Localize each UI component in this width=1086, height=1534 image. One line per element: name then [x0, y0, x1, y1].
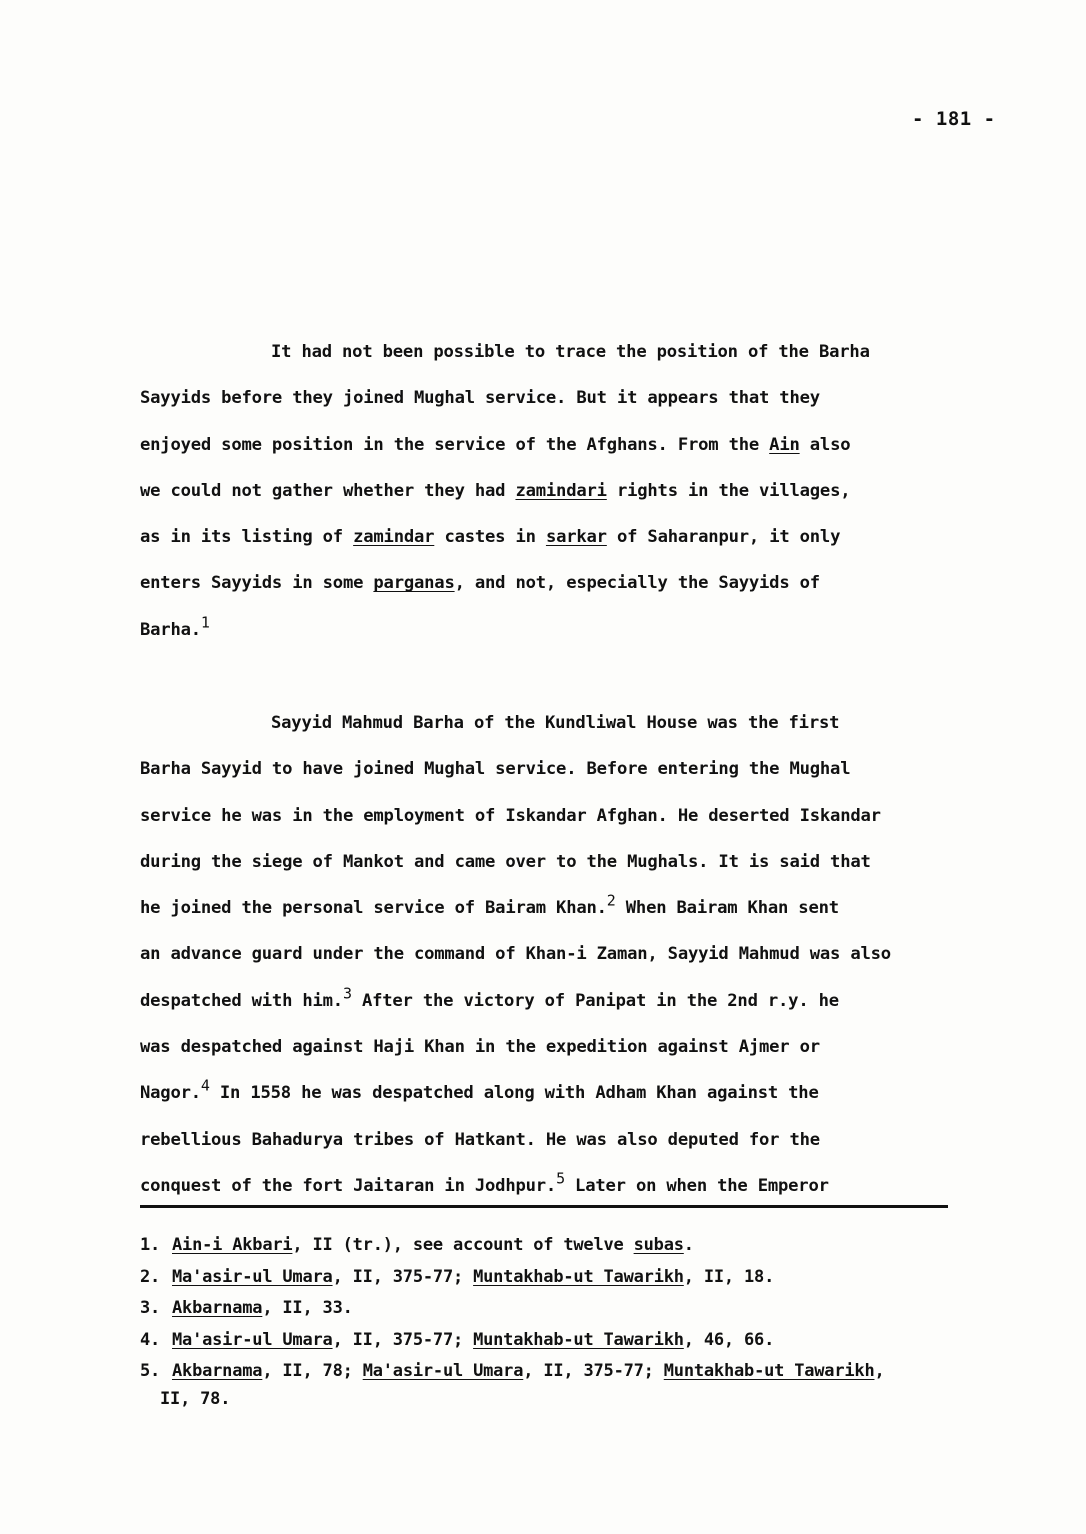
text-line: [140, 1070, 960, 1116]
text-line: [140, 1117, 960, 1163]
text-line: [140, 839, 960, 885]
text-line: [140, 329, 960, 375]
citation-text: , II (tr.), see account of twelve: [292, 1235, 634, 1255]
citation-title: Muntakhab-ut Tawarikh: [473, 1329, 684, 1350]
text-run: during the siege of Mankot and came over to the Mughals. It is said that: [140, 851, 871, 872]
footnote-divider: [140, 1205, 948, 1208]
footnote-number: 5.: [140, 1361, 161, 1382]
text-run: , and not, especially the Sayyids of: [454, 573, 820, 594]
footnote-item: [140, 1356, 980, 1388]
citation-title: Akbarnama: [172, 1298, 263, 1319]
text-line: [140, 422, 960, 468]
text-line: [140, 885, 960, 931]
paragraph-2: [140, 700, 960, 1209]
citation-text: , II, 375-77;: [523, 1361, 664, 1382]
footnote-number: 3.: [140, 1298, 161, 1319]
footnote-number: 2.: [140, 1266, 161, 1287]
text-run: conquest of the fort Jaitaran in Jodhpur.: [140, 1175, 557, 1196]
footnote-continuation: II, 78.: [160, 1388, 231, 1409]
underlined-term: zamindar: [353, 527, 435, 548]
text-line: [140, 793, 960, 839]
footnote-number: 1.: [140, 1235, 161, 1255]
citation-title: subas: [633, 1235, 684, 1255]
underlined-term: Ain: [769, 434, 800, 455]
text-run: was despatched against Haji Khan in the expedition against Ajmer or: [140, 1037, 820, 1058]
text-run: castes in: [434, 527, 546, 548]
paragraph-1: [140, 329, 960, 653]
citation-text: , II, 78;: [262, 1361, 363, 1382]
text-run: When Bairam Khan sent: [615, 898, 839, 919]
text-run: It had not been possible to trace the position of the Barha: [271, 342, 870, 362]
text-run: as in its listing of: [140, 527, 354, 548]
text-run: After the victory of Panipat in the 2nd r.y. he: [351, 990, 839, 1011]
text-line: [140, 978, 960, 1024]
citation-text: , 46, 66.: [683, 1329, 775, 1350]
citation-text: , II, 18.: [683, 1266, 775, 1287]
text-run: Barha Sayyid to have joined Mughal service. Before entering the Mughal: [140, 759, 851, 780]
footnote-item: [140, 1230, 980, 1262]
text-run: enters Sayyids in some: [140, 573, 374, 594]
page-number: - 181 -: [912, 108, 996, 130]
citation-text: .: [683, 1235, 694, 1255]
citation-title: Ma'asir-ul Umara: [362, 1361, 524, 1382]
text-run: also: [799, 434, 851, 455]
footnote-number: 4.: [140, 1329, 161, 1350]
citation-text: , II, 33.: [262, 1298, 353, 1319]
footnote-ref: 2: [606, 891, 616, 910]
text-run: Sayyid Mahmud Barha of the Kundliwal House was the first: [271, 713, 840, 733]
text-line: [140, 468, 960, 514]
footnote-ref: 4: [200, 1076, 210, 1095]
citation-title: Ain-i Akbari: [172, 1235, 293, 1255]
footnotes: [140, 1230, 980, 1410]
text-run: rebellious Bahadurya tribes of Hatkant. He was also deputed for the: [140, 1129, 820, 1150]
citation-text: ,: [874, 1361, 885, 1382]
footnote-item: [140, 1262, 980, 1294]
text-run: Barha.: [140, 619, 201, 640]
text-run: he joined the personal service of Bairam Khan.: [140, 898, 607, 919]
text-run: an advance guard under the command of Khan-i Zaman, Sayyid Mahmud was also: [140, 944, 891, 965]
citation-text: , II, 375-77;: [332, 1266, 474, 1287]
text-run: despatched with him.: [140, 990, 343, 1011]
text-line: [140, 1024, 960, 1070]
text-line: [140, 931, 960, 977]
text-line: [140, 607, 960, 653]
text-run: Sayyids before they joined Mughal service. But it appears that they: [140, 388, 820, 409]
underlined-term: sarkar: [545, 527, 607, 548]
citation-title: Ma'asir-ul Umara: [172, 1266, 333, 1287]
footnote-ref: 1: [200, 613, 210, 632]
text-run: enjoyed some position in the service of the Afghans. From the: [140, 434, 770, 455]
footnote-ref: 5: [556, 1169, 565, 1188]
text-line: [140, 560, 960, 606]
text-line: [140, 514, 960, 560]
text-line: [140, 375, 960, 421]
citation-title: Muntakhab-ut Tawarikh: [473, 1266, 684, 1287]
underlined-term: parganas: [373, 573, 455, 594]
footnote-item: [140, 1325, 980, 1357]
text-run: of Saharanpur, it only: [606, 527, 841, 548]
footnote-item: [140, 1293, 980, 1325]
text-run: rights in the villages,: [606, 480, 851, 501]
footnote-ref: 3: [342, 984, 352, 1003]
text-line: [140, 746, 960, 792]
text-run: In 1558 he was despatched along with Adham Khan against the: [209, 1083, 819, 1104]
text-line: [140, 700, 960, 746]
text-line: [140, 1163, 960, 1209]
text-run: Nagor.: [140, 1083, 201, 1104]
text-run: service he was in the employment of Iskandar Afghan. He deserted Iskandar: [140, 805, 881, 826]
citation-text: , II, 375-77;: [332, 1329, 474, 1350]
text-run: Later on when the Emperor: [564, 1175, 829, 1196]
citation-title: Muntakhab-ut Tawarikh: [663, 1361, 875, 1382]
underlined-term: zamindari: [515, 480, 607, 501]
text-run: we could not gather whether they had: [140, 480, 516, 501]
citation-title: Ma'asir-ul Umara: [172, 1329, 333, 1350]
citation-title: Akbarnama: [172, 1361, 263, 1382]
